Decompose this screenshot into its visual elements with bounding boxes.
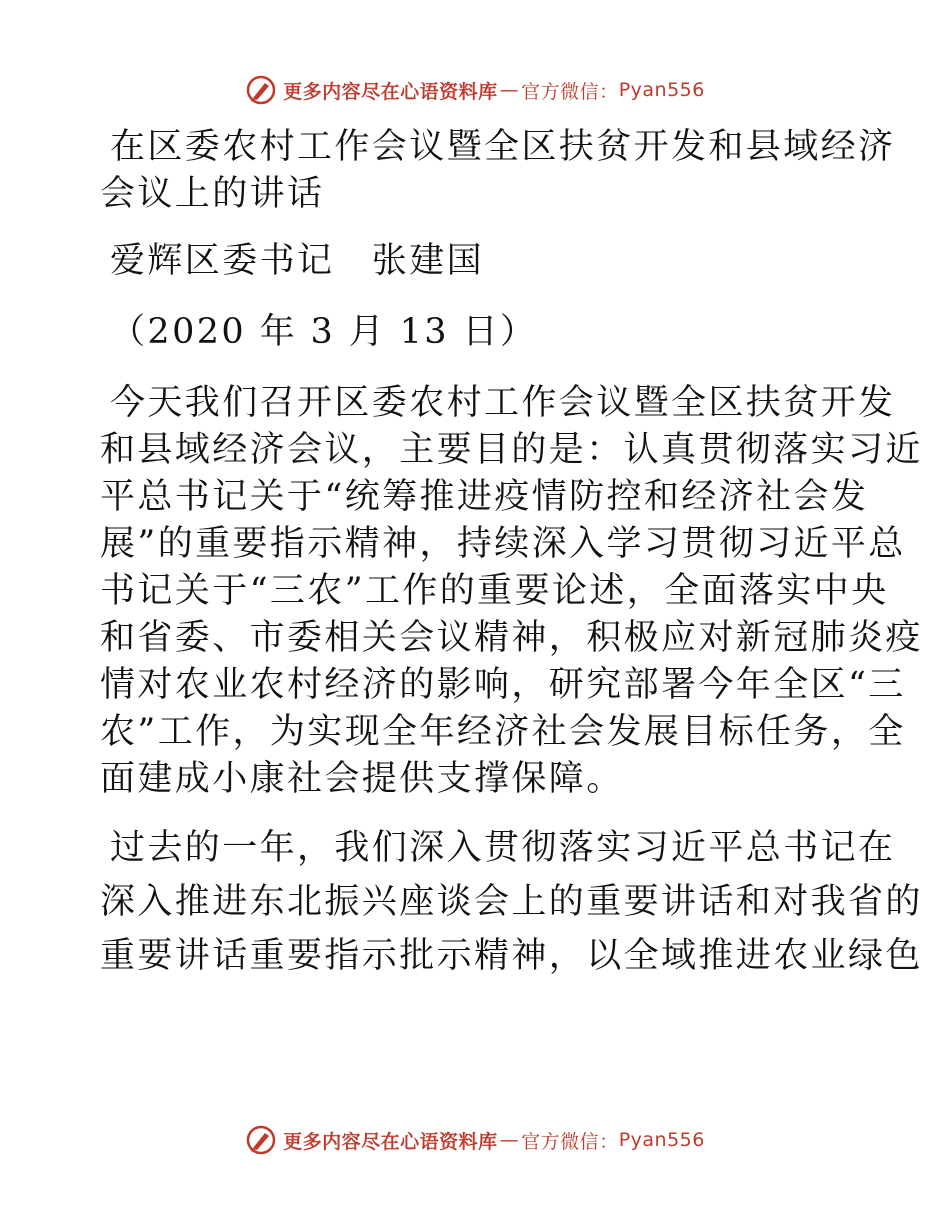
paragraph-line: 平总书记关于“统筹推进疫情防控和经济社会发 (100, 477, 869, 517)
date-line: （2020 年 3 月 13 日） (110, 312, 538, 352)
watermark-header (0, 72, 950, 108)
document-title (100, 124, 896, 218)
paragraph (100, 380, 923, 803)
watermark-separator: — (499, 1129, 520, 1151)
paragraph-line: 书记关于“三农”工作的重要论述，全面落实中央 (100, 571, 889, 611)
paragraph-line: 情对农业农村经济的影响，研究部署今年全区“三 (100, 665, 906, 705)
watermark-footer (0, 1122, 950, 1158)
paragraph-line: 和省委、市委相关会议精神，积极应对新冠肺炎疫 (100, 618, 923, 658)
paragraph (100, 821, 923, 983)
watermark-id: Pyan556 (618, 1129, 705, 1151)
watermark-label: 官方微信： (521, 1130, 619, 1153)
watermark-separator: — (499, 79, 520, 101)
paragraph-line: 今天我们召开区委农村工作会议暨全区扶贫开发 (110, 383, 896, 423)
watermark-text: 更多内容尽在心语资料库 (283, 1130, 498, 1153)
document-body (100, 124, 923, 983)
paragraph-line: 重要讲话重要指示批示精神，以全域推进农业绿色 (100, 936, 923, 976)
paragraph-line: 展”的重要指示精神，持续深入学习贯彻习近平总 (100, 524, 906, 564)
title-line: 会议上的讲话 (100, 174, 325, 214)
watermark-label: 官方微信： (521, 80, 619, 103)
paragraph-line: 深入推进东北振兴座谈会上的重要讲话和对我省的 (100, 882, 923, 922)
paragraph-line: 过去的一年，我们深入贯彻落实习近平总书记在 (110, 828, 896, 868)
author-line: 爱辉区委书记 张建国 (110, 241, 485, 281)
pen-logo-icon (245, 1124, 277, 1156)
watermark-text: 更多内容尽在心语资料库 (283, 80, 498, 103)
watermark-id: Pyan556 (618, 79, 705, 101)
pen-logo-icon (245, 74, 277, 106)
paragraph-line: 和县域经济会议，主要目的是：认真贯彻落实习近 (100, 430, 923, 470)
title-line: 在区委农村工作会议暨全区扶贫开发和县域经济 (110, 127, 896, 167)
paragraph-line: 农”工作，为实现全年经济社会发展目标任务，全 (100, 712, 906, 752)
paragraph-line: 面建成小康社会提供支撑保障。 (100, 759, 624, 799)
